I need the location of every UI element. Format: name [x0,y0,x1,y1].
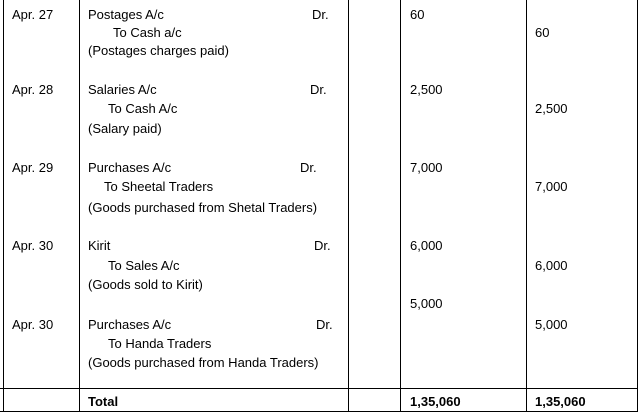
total-credit: 1,35,060 [535,394,586,409]
dr-marker: Dr. [300,160,317,175]
credit-account: To Cash A/c [108,101,178,116]
debit-account: Kirit [88,238,111,253]
entry-date: Apr. 30 [12,238,54,253]
credit-amount: 60 [535,25,550,40]
total-debit: 1,35,060 [410,394,461,409]
credit-account: To Handa Traders [108,336,212,351]
entry-date: Apr. 27 [12,7,54,22]
debit-amount: 5,000 [410,296,443,311]
narration: (Postages charges paid) [88,43,229,58]
total-label: Total [88,394,119,409]
debit-account: Postages A/c [88,7,164,22]
narration: (Goods sold to Kirit) [88,277,203,292]
debit-account: Purchases A/c [88,160,172,175]
credit-amount: 5,000 [535,317,568,332]
dr-marker: Dr. [312,7,329,22]
entry-date: Apr. 30 [12,317,54,332]
narration: (Goods purchased from Shetal Traders) [88,200,318,215]
total-row-bottom-border [0,411,638,412]
credit-account: To Sales A/c [108,258,180,273]
dr-marker: Dr. [314,238,331,253]
debit-amount: 60 [410,7,425,22]
debit-account: Purchases A/c [88,317,172,332]
credit-amount: 2,500 [535,101,568,116]
column-divider [79,0,80,412]
credit-amount: 7,000 [535,179,568,194]
narration: (Goods purchased from Handa Traders) [88,355,319,370]
credit-account: To Sheetal Traders [104,179,214,194]
column-divider [348,0,349,412]
debit-account: Salaries A/c [88,82,157,97]
dr-marker: Dr. [316,317,333,332]
dr-marker: Dr. [310,82,327,97]
credit-amount: 6,000 [535,258,568,273]
debit-amount: 6,000 [410,238,443,253]
debit-amount: 2,500 [410,82,443,97]
entry-date: Apr. 28 [12,82,54,97]
total-row-top-border [0,388,638,389]
credit-account: To Cash a/c [113,25,182,40]
column-divider [3,0,4,412]
column-divider [526,0,527,412]
entry-date: Apr. 29 [12,160,54,175]
narration: (Salary paid) [88,121,162,136]
debit-amount: 7,000 [410,160,443,175]
column-divider [637,0,638,412]
column-divider [400,0,401,412]
